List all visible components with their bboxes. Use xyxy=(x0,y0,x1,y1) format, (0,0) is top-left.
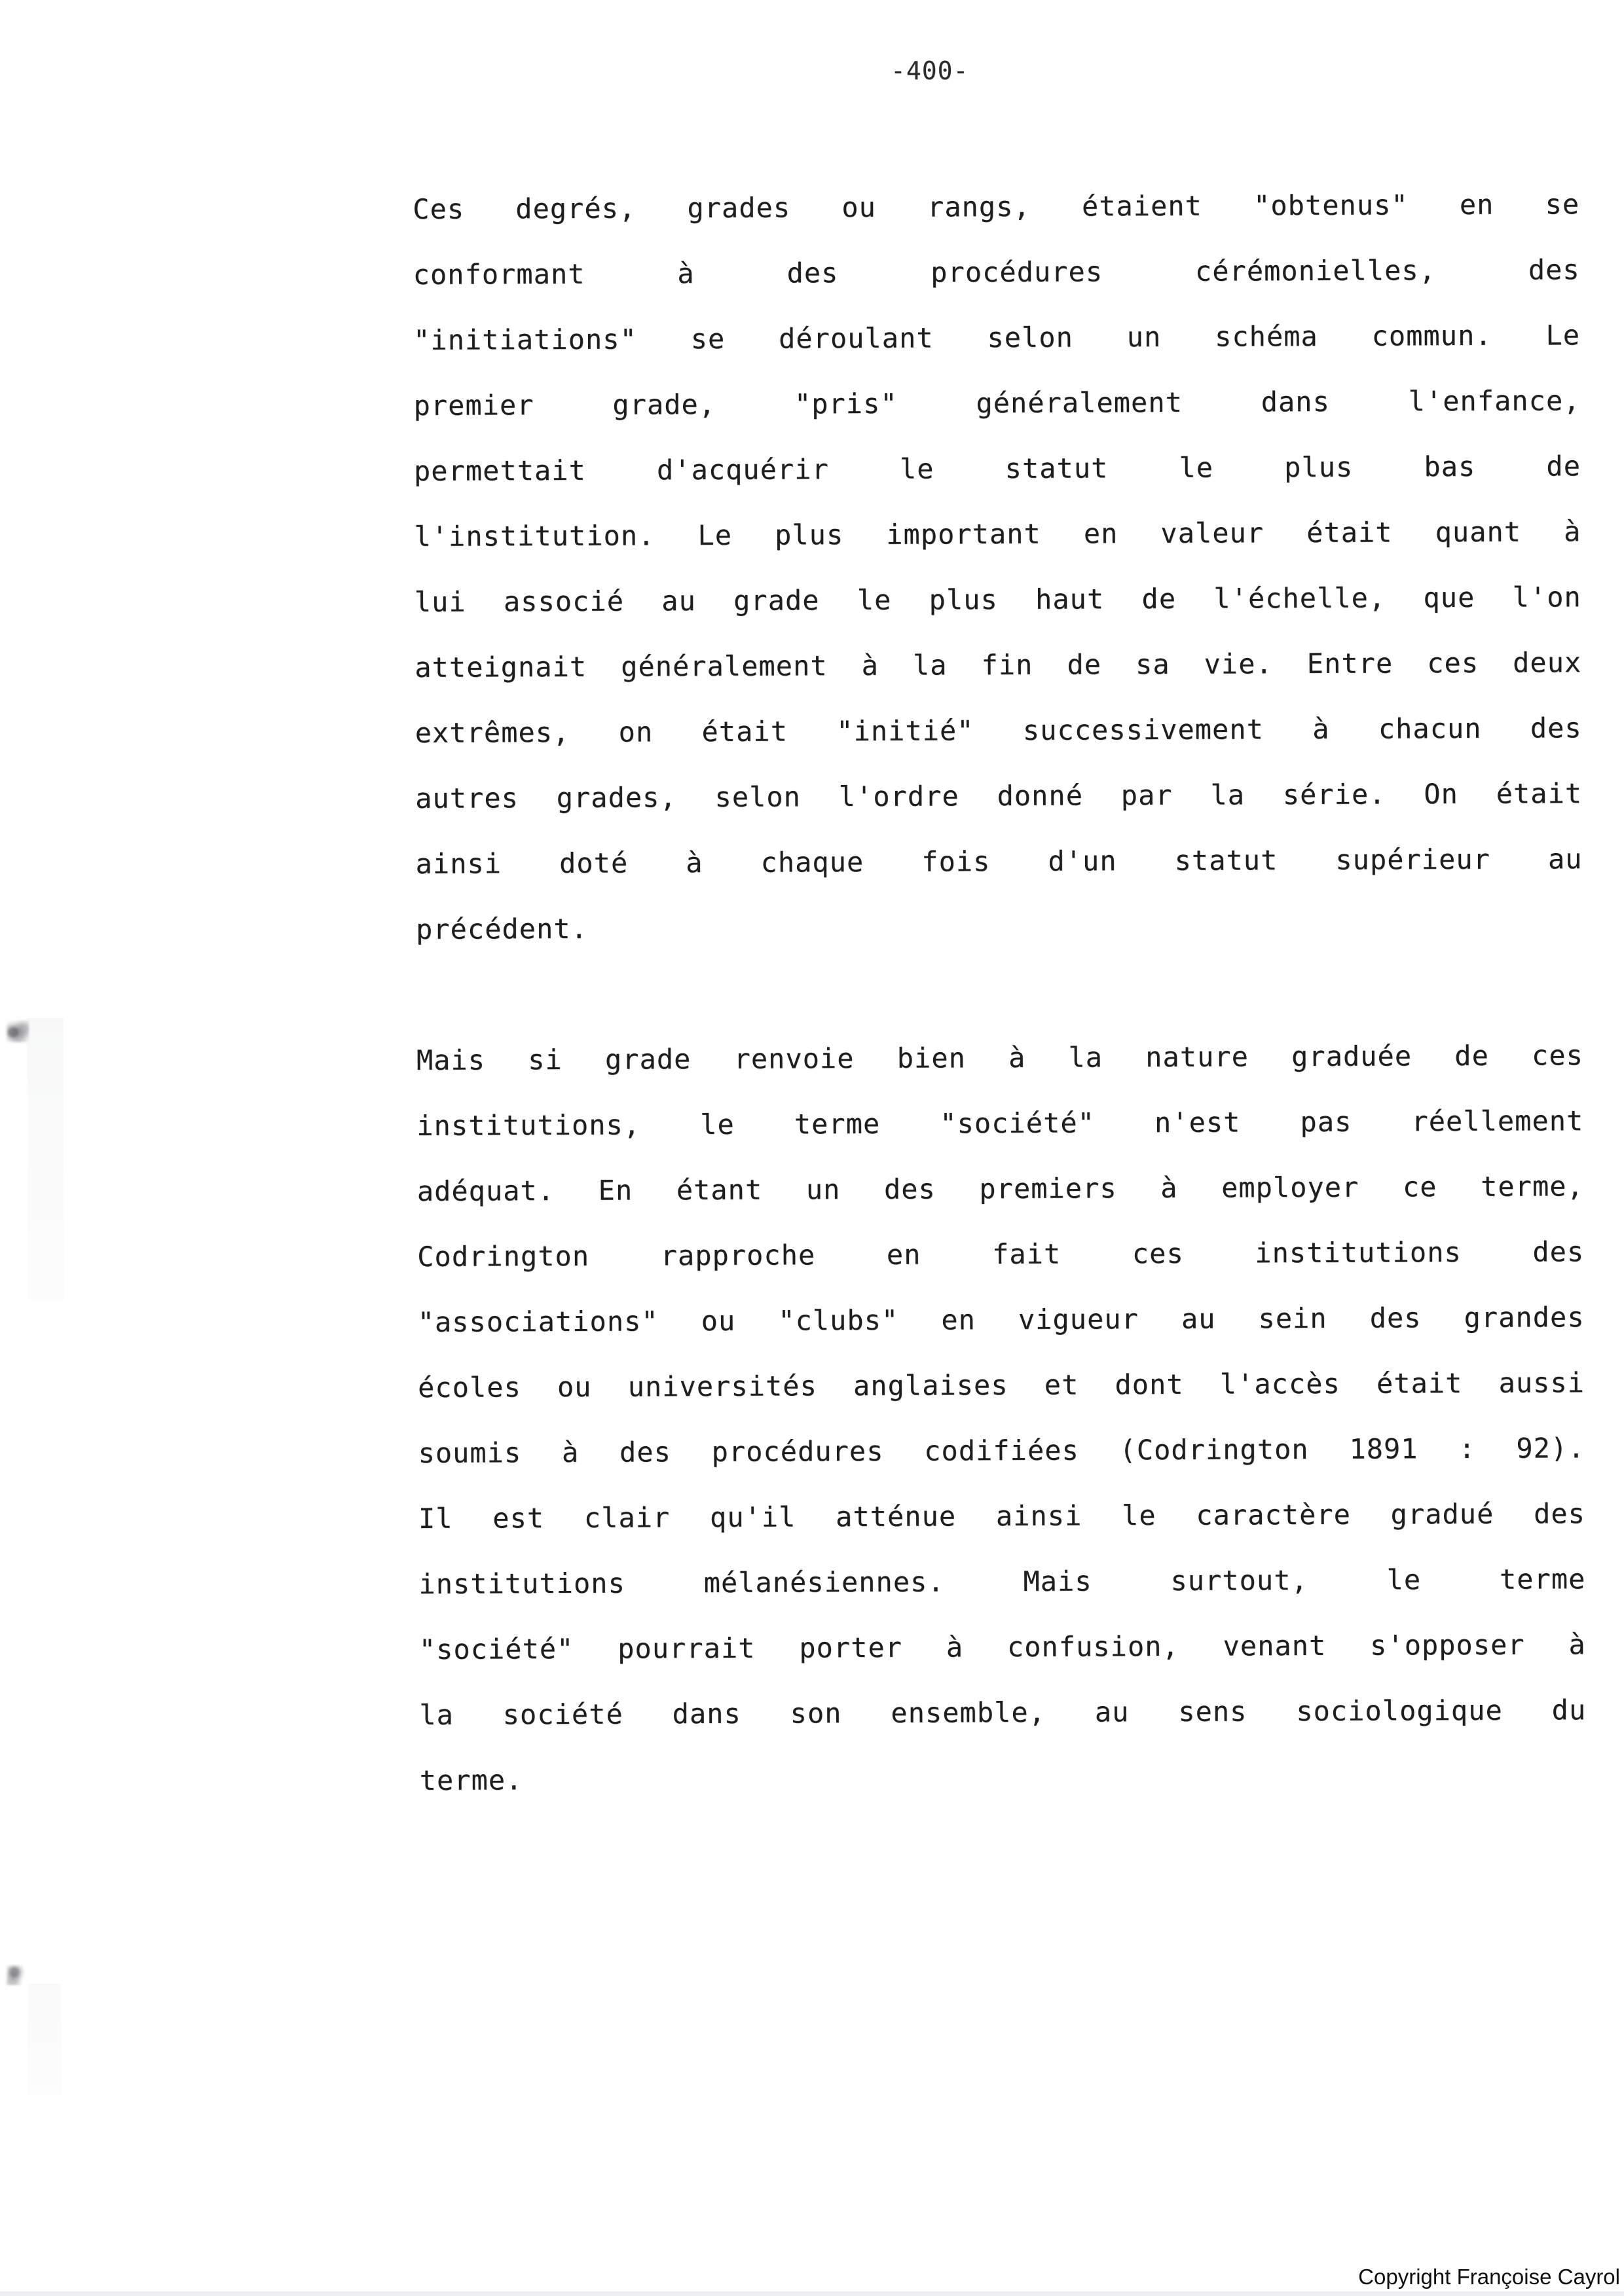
word: universités xyxy=(627,1370,817,1403)
scan-smudge xyxy=(7,1020,29,1042)
word: Le xyxy=(697,519,733,552)
word: à xyxy=(561,1436,580,1469)
word: se xyxy=(690,322,726,355)
word: ou xyxy=(557,1370,592,1404)
word: pourrait xyxy=(618,1631,756,1665)
word: important xyxy=(886,517,1041,551)
word: porter xyxy=(799,1631,903,1664)
word: venant xyxy=(1223,1629,1327,1662)
word: étant xyxy=(676,1173,763,1207)
text-line xyxy=(419,1677,1586,1748)
word: était xyxy=(1306,516,1393,549)
word: clair xyxy=(583,1501,671,1534)
word: nature xyxy=(1145,1040,1249,1074)
text-line xyxy=(415,826,1582,897)
word: chaque xyxy=(760,846,864,879)
scan-edge-strip xyxy=(0,2291,1624,2296)
word: l'institution. xyxy=(414,519,655,553)
word: la xyxy=(419,1698,454,1731)
word: extrêmes, xyxy=(415,716,570,749)
word: ainsi xyxy=(995,1499,1082,1533)
word: à xyxy=(1160,1171,1178,1205)
word: d'un xyxy=(1048,845,1117,877)
word: l'échelle, xyxy=(1213,581,1386,615)
word: du xyxy=(1551,1694,1587,1726)
word: En xyxy=(598,1174,633,1207)
word: graduée xyxy=(1291,1040,1412,1073)
word: ou xyxy=(701,1304,736,1338)
word: l'accès xyxy=(1219,1367,1340,1400)
word: institutions, xyxy=(416,1108,641,1142)
text-line xyxy=(413,302,1580,373)
word: caractère xyxy=(1196,1498,1351,1531)
word: de xyxy=(1067,648,1102,681)
word: "obtenus" xyxy=(1253,189,1409,222)
page-number: -400- xyxy=(891,56,969,85)
word: à xyxy=(1312,712,1330,746)
word: des xyxy=(1528,253,1580,286)
word: permettait xyxy=(413,454,586,487)
word: atténue xyxy=(836,1500,957,1533)
word: au xyxy=(1547,843,1583,875)
word: vie. xyxy=(1204,647,1273,680)
word: 92). xyxy=(1516,1432,1585,1465)
text-line xyxy=(414,433,1581,504)
word: Entre xyxy=(1306,647,1393,680)
word: chacun xyxy=(1378,712,1482,745)
word: grades xyxy=(687,191,791,225)
word: en xyxy=(1083,517,1118,550)
word: au xyxy=(661,585,696,617)
word: "associations" xyxy=(417,1305,659,1338)
word: pas xyxy=(1300,1105,1352,1139)
word: : xyxy=(1458,1432,1476,1465)
word: statut xyxy=(1174,844,1278,877)
word: codifiées xyxy=(924,1434,1079,1467)
word: premier xyxy=(413,389,534,422)
word: qu'il xyxy=(709,1501,796,1534)
word: haut xyxy=(1035,583,1105,615)
text-line xyxy=(413,237,1579,308)
word: vigueur xyxy=(1018,1303,1139,1336)
word: en xyxy=(941,1303,976,1336)
word: supérieur xyxy=(1335,843,1490,876)
text-line: précédent. xyxy=(415,912,588,945)
word: terme, xyxy=(1480,1170,1584,1203)
text-line xyxy=(416,1088,1583,1159)
word: soumis xyxy=(418,1436,522,1469)
word: lui xyxy=(414,585,466,618)
word: généralement xyxy=(976,386,1183,420)
word: de xyxy=(1454,1039,1489,1072)
word: à xyxy=(946,1631,964,1664)
word: terme xyxy=(794,1107,881,1140)
word: commun. xyxy=(1371,319,1492,352)
word: des xyxy=(1530,712,1582,744)
word: écoles xyxy=(417,1371,521,1404)
word: que xyxy=(1423,581,1475,614)
word: étaient xyxy=(1081,189,1202,223)
word: quant xyxy=(1435,515,1522,549)
word: s'opposer xyxy=(1369,1628,1525,1662)
word: d'acquérir xyxy=(656,453,829,486)
word: "société" xyxy=(418,1632,574,1666)
word: ces xyxy=(1427,646,1479,680)
word: surtout, xyxy=(1170,1564,1308,1597)
paragraph xyxy=(413,172,1583,962)
word: bien xyxy=(896,1042,966,1074)
word: aussi xyxy=(1498,1366,1585,1399)
word: déroulant xyxy=(778,321,934,355)
word: institutions xyxy=(1255,1236,1462,1269)
word: le xyxy=(857,583,892,617)
word: la xyxy=(1210,778,1246,811)
word: fin xyxy=(981,648,1033,682)
word: sa xyxy=(1135,647,1170,681)
word: confusion, xyxy=(1006,1630,1179,1664)
word: degrés, xyxy=(515,192,637,225)
word: Mais xyxy=(416,1044,486,1076)
text-line xyxy=(418,1415,1585,1486)
word: (Codrington xyxy=(1119,1433,1309,1467)
word: bas xyxy=(1424,450,1476,483)
word: série. xyxy=(1282,778,1386,811)
word: des xyxy=(619,1436,671,1468)
word: en xyxy=(1459,188,1494,221)
word: terme xyxy=(1499,1563,1586,1595)
word: en xyxy=(886,1238,921,1271)
word: renvoie xyxy=(733,1042,855,1075)
text-line xyxy=(415,630,1581,701)
word: était xyxy=(1496,777,1583,810)
word: à xyxy=(1008,1041,1026,1074)
word: anglaises xyxy=(853,1369,1008,1402)
word: la xyxy=(1068,1041,1103,1074)
word: au xyxy=(1181,1302,1216,1335)
word: à xyxy=(686,847,703,879)
word: "initié" xyxy=(836,714,974,748)
word: "clubs" xyxy=(778,1303,899,1337)
text-line xyxy=(417,1154,1584,1224)
word: était xyxy=(701,715,788,748)
word: par xyxy=(1120,778,1173,812)
word: statut xyxy=(1005,452,1109,485)
word: et xyxy=(1044,1368,1079,1401)
word: des xyxy=(1533,1497,1586,1530)
text-line xyxy=(415,695,1581,766)
word: rangs, xyxy=(927,190,1031,223)
word: l'ordre xyxy=(838,780,959,813)
word: donné xyxy=(997,779,1084,812)
text-line xyxy=(415,761,1582,831)
word: "pris" xyxy=(794,387,898,420)
word: à xyxy=(1568,1628,1586,1661)
word: premiers xyxy=(979,1172,1117,1205)
text-line xyxy=(416,1023,1583,1093)
text-line xyxy=(414,499,1581,570)
word: de xyxy=(1546,450,1581,483)
word: grade xyxy=(604,1043,692,1076)
copyright-notice: Copyright Françoise Cayrol xyxy=(1358,2265,1620,2289)
word: la xyxy=(912,649,948,682)
word: l'enfance, xyxy=(1408,384,1581,418)
word: "initiations" xyxy=(413,323,637,356)
word: sens xyxy=(1178,1695,1247,1728)
word: employer xyxy=(1221,1171,1359,1204)
text-line xyxy=(413,368,1580,439)
word: à xyxy=(1563,515,1581,548)
scan-streak xyxy=(28,1984,62,2095)
word: un xyxy=(805,1173,841,1206)
word: Le xyxy=(1545,319,1581,352)
word: société xyxy=(502,1698,623,1731)
word: Il xyxy=(418,1502,453,1535)
scan-smudge xyxy=(7,1965,26,1985)
word: deux xyxy=(1512,646,1582,679)
word: plus xyxy=(1284,450,1354,484)
word: Ces xyxy=(413,192,465,225)
word: son xyxy=(790,1697,842,1730)
word: fait xyxy=(991,1237,1061,1271)
word: est xyxy=(492,1502,545,1535)
word: On xyxy=(1424,778,1458,811)
text-line xyxy=(417,1219,1584,1290)
word: ainsi xyxy=(415,847,502,880)
word: à xyxy=(861,649,879,682)
word: selon xyxy=(987,321,1073,354)
word: un xyxy=(1126,321,1162,354)
word: au xyxy=(1094,1696,1130,1728)
word: associé xyxy=(503,585,625,618)
word: sociologique xyxy=(1296,1694,1503,1728)
word: procédures xyxy=(711,1434,884,1468)
word: dont xyxy=(1115,1368,1184,1401)
word: des xyxy=(1532,1235,1585,1268)
word: des xyxy=(883,1173,936,1205)
word: ce xyxy=(1402,1171,1437,1203)
word: ensemble, xyxy=(891,1696,1046,1729)
word: ou xyxy=(841,191,876,224)
word: grade xyxy=(733,584,820,617)
word: l'on xyxy=(1512,581,1581,613)
word: "société" xyxy=(940,1106,1095,1140)
word: selon xyxy=(714,780,802,813)
word: rapproche xyxy=(660,1239,816,1272)
text-line: terme. xyxy=(419,1764,523,1796)
word: procédures xyxy=(931,255,1103,289)
word: mélanésiennes. xyxy=(703,1565,945,1599)
word: 1891 xyxy=(1349,1432,1418,1465)
word: doté xyxy=(559,847,629,880)
word: des xyxy=(1369,1302,1422,1334)
word: se xyxy=(1545,188,1580,221)
word: cérémonielles, xyxy=(1194,254,1437,287)
word: grade, xyxy=(612,388,716,421)
word: gradué xyxy=(1390,1497,1494,1531)
word: ces xyxy=(1531,1039,1583,1072)
word: Mais xyxy=(1023,1565,1092,1597)
text-line xyxy=(418,1546,1585,1617)
scan-streak xyxy=(28,1018,64,1300)
word: des xyxy=(786,257,839,289)
word: successivement xyxy=(1022,713,1264,746)
word: à xyxy=(677,257,695,290)
word: conformant xyxy=(413,257,585,291)
word: valeur xyxy=(1160,517,1264,550)
word: le xyxy=(899,452,934,485)
body-text xyxy=(413,172,1587,1813)
word: schéma xyxy=(1214,319,1318,353)
word: dans xyxy=(1261,385,1330,418)
word: le xyxy=(700,1108,735,1141)
word: grandes xyxy=(1464,1301,1585,1334)
word: institutions xyxy=(418,1567,625,1600)
word: on xyxy=(618,716,654,748)
word: le xyxy=(1121,1499,1156,1532)
word: était xyxy=(1376,1367,1463,1400)
word: si xyxy=(528,1044,563,1076)
word: sein xyxy=(1258,1302,1327,1335)
word: de xyxy=(1141,582,1177,615)
text-line xyxy=(418,1481,1585,1552)
text-line xyxy=(415,564,1581,635)
word: n'est xyxy=(1154,1106,1241,1139)
paragraph xyxy=(416,1023,1587,1813)
word: plus xyxy=(929,583,998,616)
word: ces xyxy=(1132,1237,1184,1270)
word: autres xyxy=(415,782,519,814)
word: fois xyxy=(921,845,991,878)
word: atteignait xyxy=(415,650,587,683)
word: le xyxy=(1386,1563,1422,1596)
text-line xyxy=(413,172,1579,242)
word: généralement xyxy=(621,649,828,683)
word: grades, xyxy=(556,781,677,814)
word: réellement xyxy=(1411,1104,1584,1138)
word: Codrington xyxy=(417,1239,590,1273)
text-line xyxy=(419,1612,1586,1683)
text-line xyxy=(417,1285,1584,1355)
word: plus xyxy=(774,519,844,551)
word: le xyxy=(1179,451,1214,484)
word: adéquat. xyxy=(416,1175,555,1207)
word: dans xyxy=(672,1697,741,1730)
text-line xyxy=(418,1350,1585,1421)
